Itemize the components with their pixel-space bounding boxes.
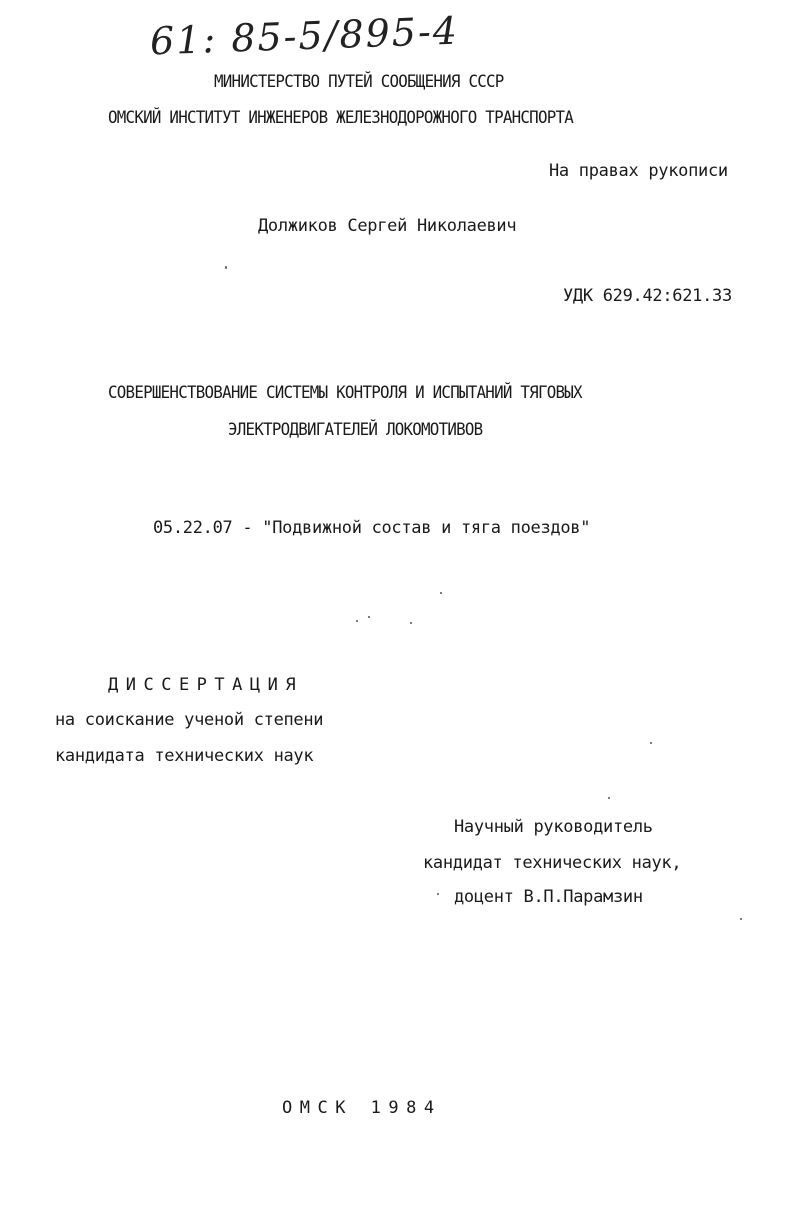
scan-speck (440, 592, 442, 594)
title-line-1: СОВЕРШЕНСТВОВАНИЕ СИСТЕМЫ КОНТРОЛЯ И ИСПЫТАНИЙ ТЯГОВЫХ (108, 383, 582, 403)
scan-speck (356, 620, 358, 622)
scan-speck (225, 266, 227, 269)
ministry-line: МИНИСТЕРСТВО ПУТЕЙ СООБЩЕНИЯ СССР (214, 72, 504, 92)
manuscript-rights: На правах рукописи (549, 161, 728, 181)
scan-speck (650, 742, 652, 744)
scan-speck (368, 616, 370, 618)
supervisor-name: доцент В.П.Парамзин (454, 887, 643, 907)
handwritten-archive-mark: 61: 85-5/895-4 (149, 8, 460, 64)
scan-speck (410, 622, 412, 624)
title-line-2: ЭЛЕКТРОДВИГАТЕЛЕЙ ЛОКОМОТИВОВ (228, 420, 483, 440)
supervisor-title: Научный руководитель (454, 817, 653, 837)
scan-speck (437, 893, 439, 895)
supervisor-degree: кандидат технических наук, (423, 853, 682, 873)
scan-speck (608, 797, 610, 799)
institute-line: ОМСКИЙ ИНСТИТУТ ИНЖЕНЕРОВ ЖЕЛЕЗНОДОРОЖНОГО ТРАНСПОРТА (108, 108, 574, 128)
udc-code: УДК 629.42:621.33 (563, 286, 732, 306)
dissertation-heading: ДИССЕРТАЦИЯ (108, 675, 304, 695)
place-and-year: ОМСК 1984 (282, 1098, 442, 1118)
scan-speck (740, 918, 742, 920)
author-name: Должиков Сергей Николаевич (258, 216, 517, 236)
degree-line-1: на соискание ученой степени (55, 710, 324, 730)
degree-line-2: кандидата технических наук (55, 746, 314, 766)
specialty-code: 05.22.07 - "Подвижной состав и тяга поездов" (153, 518, 591, 538)
